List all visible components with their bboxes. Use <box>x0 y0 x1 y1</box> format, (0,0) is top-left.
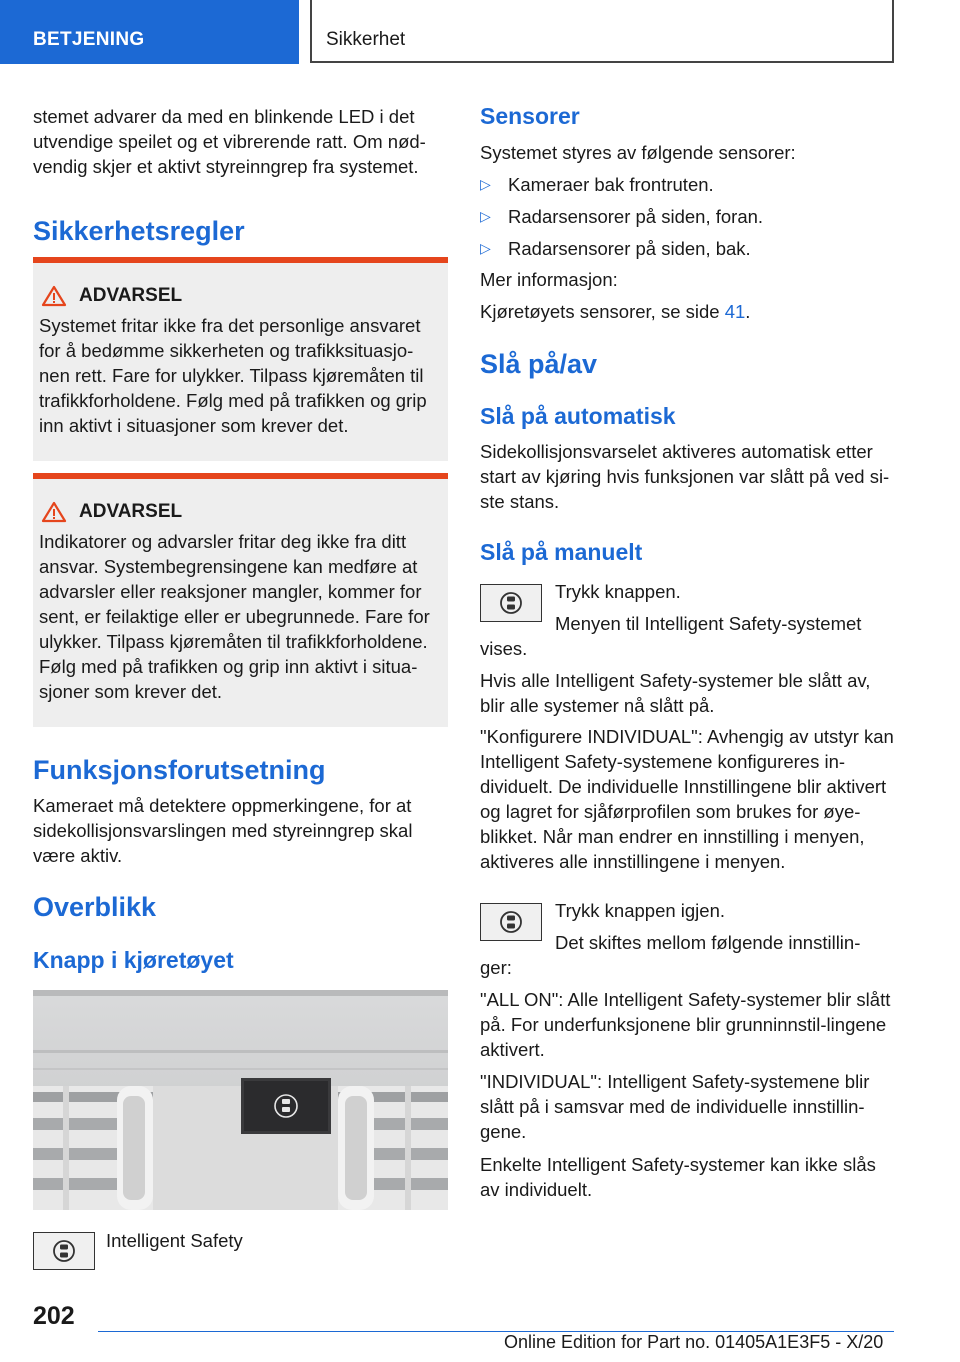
individual-config-text: "Konfigurere INDIVIDUAL": Avhengig av utstyr kan Intelligent Safety-systemene konfigureres in-dividuelt. De individuelle Innstillingene blir aktivert og lagret for sjåførprofilen som brukes for øye-blikket. Når man endrer en innstilling i menyen, aktiveres alle innstillingene i menyen. <box>480 726 894 872</box>
heading-overview: Overblikk <box>33 892 157 922</box>
intelligent-safety-button-icon <box>33 1232 95 1270</box>
press-again-text: Trykk knappen igjen. <box>555 900 726 921</box>
intro-paragraph: stemet advarer da med en blinkende LED i det utvendige speilet og et vibrerende ratt. Om nød-vendig skjer et aktivt styreinngrep fra systemet. <box>33 106 426 177</box>
bullet-icon: ▷ <box>480 208 491 224</box>
warning-title-text: ADVARSEL <box>79 501 183 522</box>
heading-prerequisite: Funksjonsforutsetning <box>33 755 326 785</box>
list-item <box>480 204 895 236</box>
sensors-reference <box>480 299 750 324</box>
menu-shown-text: Menyen til Intelligent Safety-systemet <box>555 613 862 634</box>
left-air-vent <box>33 1086 153 1210</box>
warning-text: Indikatorer og advarsler fritar deg ikke fra ditt ansvar. Systembegrensingene kan medføre at advarsler eller reaksjoner mangler, kommer for sent, er feilaktige eller er ubegrunnede. Fare for ulykker. Tilpass kjøremåten til trafikkforholdene. Følg med på trafikken og grip inn aktivt i situa-sjoner som krever det. <box>39 531 430 702</box>
chapter-title: Sikkerhet <box>326 29 406 50</box>
all-off-text: Hvis alle Intelligent Safety-systemer ble slått av, blir alle systemer nå slått på. <box>480 670 871 716</box>
list-item-text: Radarsensorer på siden, foran. <box>508 206 764 227</box>
bullet-icon: ▷ <box>480 176 491 192</box>
heading-auto-on: Slå på automatisk <box>480 403 676 429</box>
heading-manual-on: Slå på manuelt <box>480 539 643 565</box>
cannot-off-text: Enkelte Intelligent Safety-systemer kan ikke slås av individuelt. <box>480 1154 876 1200</box>
warning-text: Systemet fritar ikke fra det personlige ansvaret for å bedømme sikkerheten og trafikksituasjo-nen rett. Fare for ulykker. Tilpass kjøremåten til trafikkforholdene. Følg med på trafikken og grip inn aktivt i situasjoner som krever det. <box>39 315 427 436</box>
safety-button-icon <box>480 903 542 941</box>
menu-shown-text-cont: vises. <box>480 638 528 659</box>
button-label: Intelligent Safety <box>106 1230 243 1251</box>
warning-box-2 <box>33 473 448 727</box>
bullet-icon: ▷ <box>480 240 491 256</box>
safety-icon <box>498 590 524 616</box>
section-tab <box>0 0 299 64</box>
sensor-list <box>480 172 895 268</box>
warning-box-1 <box>33 257 448 461</box>
safety-icon <box>51 1238 77 1264</box>
prerequisite-text: Kameraet må detektere oppmerkingene, for at sidekollisjonsvarslingen med styreinngrep skal være aktiv. <box>33 795 413 866</box>
heading-sensors: Sensorer <box>480 103 580 129</box>
safety-icon <box>498 909 524 935</box>
more-info-label: Mer informasjon: <box>480 269 618 290</box>
individual-text: "INDIVIDUAL": Intelligent Safety-systemene blir slått på i samsvar med de individuelle innstillin-gene. <box>480 1071 870 1142</box>
all-on-text: "ALL ON": Alle Intelligent Safety-systemer blir slått på. For underfunksjonene blir grunninnstil-lingene aktivert. <box>480 989 891 1060</box>
section-title: BETJENING <box>33 29 145 50</box>
warning-icon <box>41 501 67 523</box>
page-link[interactable]: 41 <box>724 301 746 322</box>
page-number: 202 <box>33 1302 75 1330</box>
list-item-text: Radarsensorer på siden, bak. <box>508 238 751 259</box>
warning-title <box>41 501 438 523</box>
chapter-tab <box>310 0 894 63</box>
list-item-text: Kameraer bak frontruten. <box>508 174 714 195</box>
warning-title <box>41 285 438 307</box>
heading-button-in-vehicle: Knapp i kjøretøyet <box>33 947 234 973</box>
edition-text: Online Edition for Part no. 01405A1E3F5 - X/20 <box>504 1332 884 1352</box>
list-item <box>480 236 895 268</box>
warning-title-text: ADVARSEL <box>79 285 183 306</box>
heading-safety-rules: Sikkerhetsregler <box>33 216 245 246</box>
switch-text-cont: ger: <box>480 957 512 978</box>
safety-button-icon <box>480 584 542 622</box>
warning-icon <box>41 285 67 307</box>
switch-text: Det skiftes mellom følgende innstillin- <box>555 932 861 953</box>
reference-text: Kjøretøyets sensorer, se side <box>480 301 725 322</box>
press-button-text: Trykk knappen. <box>555 581 681 602</box>
sensors-intro: Systemet styres av følgende sensorer: <box>480 142 796 163</box>
list-item <box>480 172 895 204</box>
auto-on-text: Sidekollisjonsvarselet aktiveres automatisk etter start av kjøring hvis funksjonen var slått på ved si-ste stans. <box>480 441 890 512</box>
reference-end: . <box>745 301 751 322</box>
heading-on-off: Slå på/av <box>480 349 598 379</box>
right-air-vent <box>338 1086 448 1210</box>
vehicle-button-photo <box>33 990 448 1210</box>
